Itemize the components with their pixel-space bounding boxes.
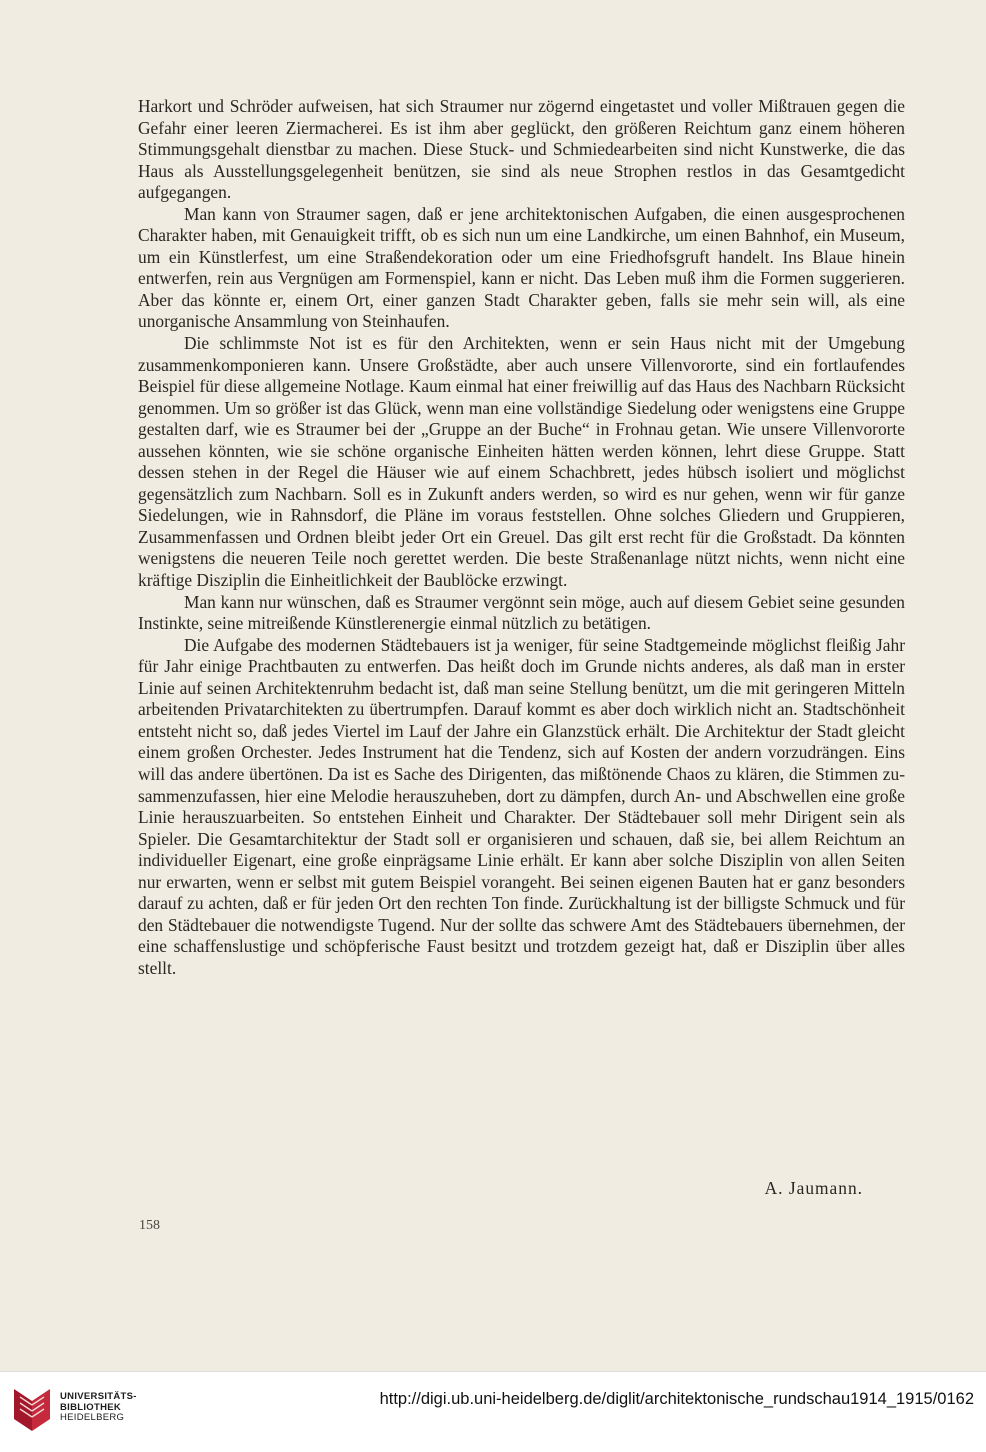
library-name xyxy=(60,1392,137,1424)
library-logo-icon xyxy=(10,1387,54,1433)
library-name-line2: BIBLIOTHEK xyxy=(60,1401,122,1413)
library-name-line1: UNIVERSITÄTS- xyxy=(60,1391,137,1402)
paragraph-5: Die Aufgabe des modernen Städtebauers ist ja weniger, für seine Stadtgemeinde möglichst fleißig Jahr für Jahr einige Prachtbauten zu entwerfen. Das heißt doch im Grunde nichts anderes, als daß man in erster Linie auf seinen Architektenruhm bedacht ist, daß man seine Stellung benützt, um die mit geringeren Mitteln arbeitenden Privatarchitekten zu übertrumpfen. Darauf kommt es aber doch wirklich nicht an. Stadtschönheit entsteht nicht so, daß jedes Viertel im Lauf der Jahre ein Glanzstück erhält. Die Architektur der Stadt gleicht einem großen Orchester. Jedes Instrument hat die Tendenz, sich auf Kosten der andern vorzudrängen. Eins will das andere übertönen. Da ist es Sache des Dirigenten, das mißtönende Chaos zu klären, die Stimmen zusammenzufassen, hier eine Melodie herauszuheben, dort zu dämpfen, durch An- und Abschwellen eine große Linie herauszuarbeiten. So entstehen Einheit und Charakter. Der Städtebauer soll mehr Dirigent sein als Spieler. Die Gesamtarchitektur der Stadt soll er organisieren und schauen, daß sie, bei allem Reichtum an individueller Eigenart, eine große einprägsame Linie erhält. Er kann aber solche Disziplin von allen Seiten nur erwarten, wenn er selbst mit gutem Beispiel vorangeht. Bei seinen eigenen Bauten hat er ganz besonders darauf zu achten, daß er für jeden Ort den rechten Ton finde. Zurückhaltung ist der billigste Schmuck und für den Städtebauer die notwendigste Tugend. Nur der sollte das schwere Amt des Städtebauers übernehmen, der eine schaffenslustige und schöpferische Faust besitzt und trotzdem gezeigt hat, daß er Disziplin über alles stellt. xyxy=(138,634,905,978)
library-name-line3: HEIDELBERG xyxy=(60,1412,125,1424)
author-signature: A. Jaumann. xyxy=(764,1178,863,1198)
source-url-link[interactable]: http://digi.ub.uni-heidelberg.de/diglit/architektonische_rundschau1914_1915/0162 xyxy=(379,1390,974,1408)
article-body xyxy=(138,96,905,979)
page-number: 158 xyxy=(139,1218,160,1233)
paragraph-1: Harkort und Schröder aufweisen, hat sich Straumer nur zögernd eingetastet und voller Mißtrauen gegen die Gefahr einer leeren Ziermacherei. Es ist ihm aber geglückt, den größeren Reichtum ganz einem höheren Stimmungsgehalt dienstbar zu machen. Diese Stuck- und Schmiedearbeiten sind nicht Kunstwerke, die das Haus als Ausstellungsgelegenheit benützen, sie sind als neue Strophen restlos in das Gesamtgedicht aufgegangen. xyxy=(138,96,905,203)
paragraph-4: Man kann nur wünschen, daß es Straumer vergönnt sein möge, auch auf diesem Gebiet seine gesunden Instinkte, seine mitreißende Künstlerenergie einmal nützlich zu betätigen. xyxy=(138,591,905,634)
paragraph-2: Man kann von Straumer sagen, daß er jene architektonischen Aufgaben, die einen ausgesprochenen Charakter haben, mit Genauigkeit trifft, ob es sich nun um eine Landkirche, um einen Bahnhof, ein Museum, um ein Künstlerfest, um eine Straßendekoration oder um eine Friedhofsgruft handelt. Ins Blaue hinein entwerfen, rein aus Vergnügen am Formenspiel, kann er nicht. Das Leben muß ihm die Formen suggerieren. Aber das könnte er, einem Ort, einer ganzen Stadt Charakter geben, falls sie mehr sein will, als eine unorganische Ansammlung von Steinhaufen. xyxy=(138,203,905,332)
paragraph-3: Die schlimmste Not ist es für den Architekten, wenn er sein Haus nicht mit der Umgebung zusammenkomponieren kann. Unsere Großstädte, aber auch unsere Villenvororte, sind ein fortlaufendes Beispiel für diese allgemeine Notlage. Kaum einmal hat einer freiwillig auf das Haus des Nachbarn Rücksicht genommen. Um so größer ist das Glück, wenn man eine vollständige Siedelung oder wenigstens eine Gruppe gestalten darf, wie es Straumer bei der „Gruppe an der Buche“ in Frohnau getan. Wie unsere Villenvororte aussehen könnten, wie sie schöne organische Einheiten hätten werden können, lehrt diese Gruppe. Statt dessen stehen in der Regel die Häuser wie auf einem Schachbrett, jedes hübsch isoliert und möglichst gegensätzlich zum Nachbarn. Soll es in Zukunft anders werden, so wird es nur gehen, wenn wir für ganze Siedelungen, wie in Rahnsdorf, die Pläne im voraus feststellen. Ohne solches Gliedern und Gruppieren, Zusammenfassen und Ordnen bleibt jeder Ort ein Greuel. Das gilt erst recht für die Großstadt. Da könnten wenigstens die neueren Teile noch gerettet werden. Die beste Straßenanlage nützt nichts, wenn nicht eine kräftige Disziplin die Einheitlichkeit der Baublöcke erzwingt. xyxy=(138,333,905,591)
library-footer xyxy=(0,1371,986,1452)
